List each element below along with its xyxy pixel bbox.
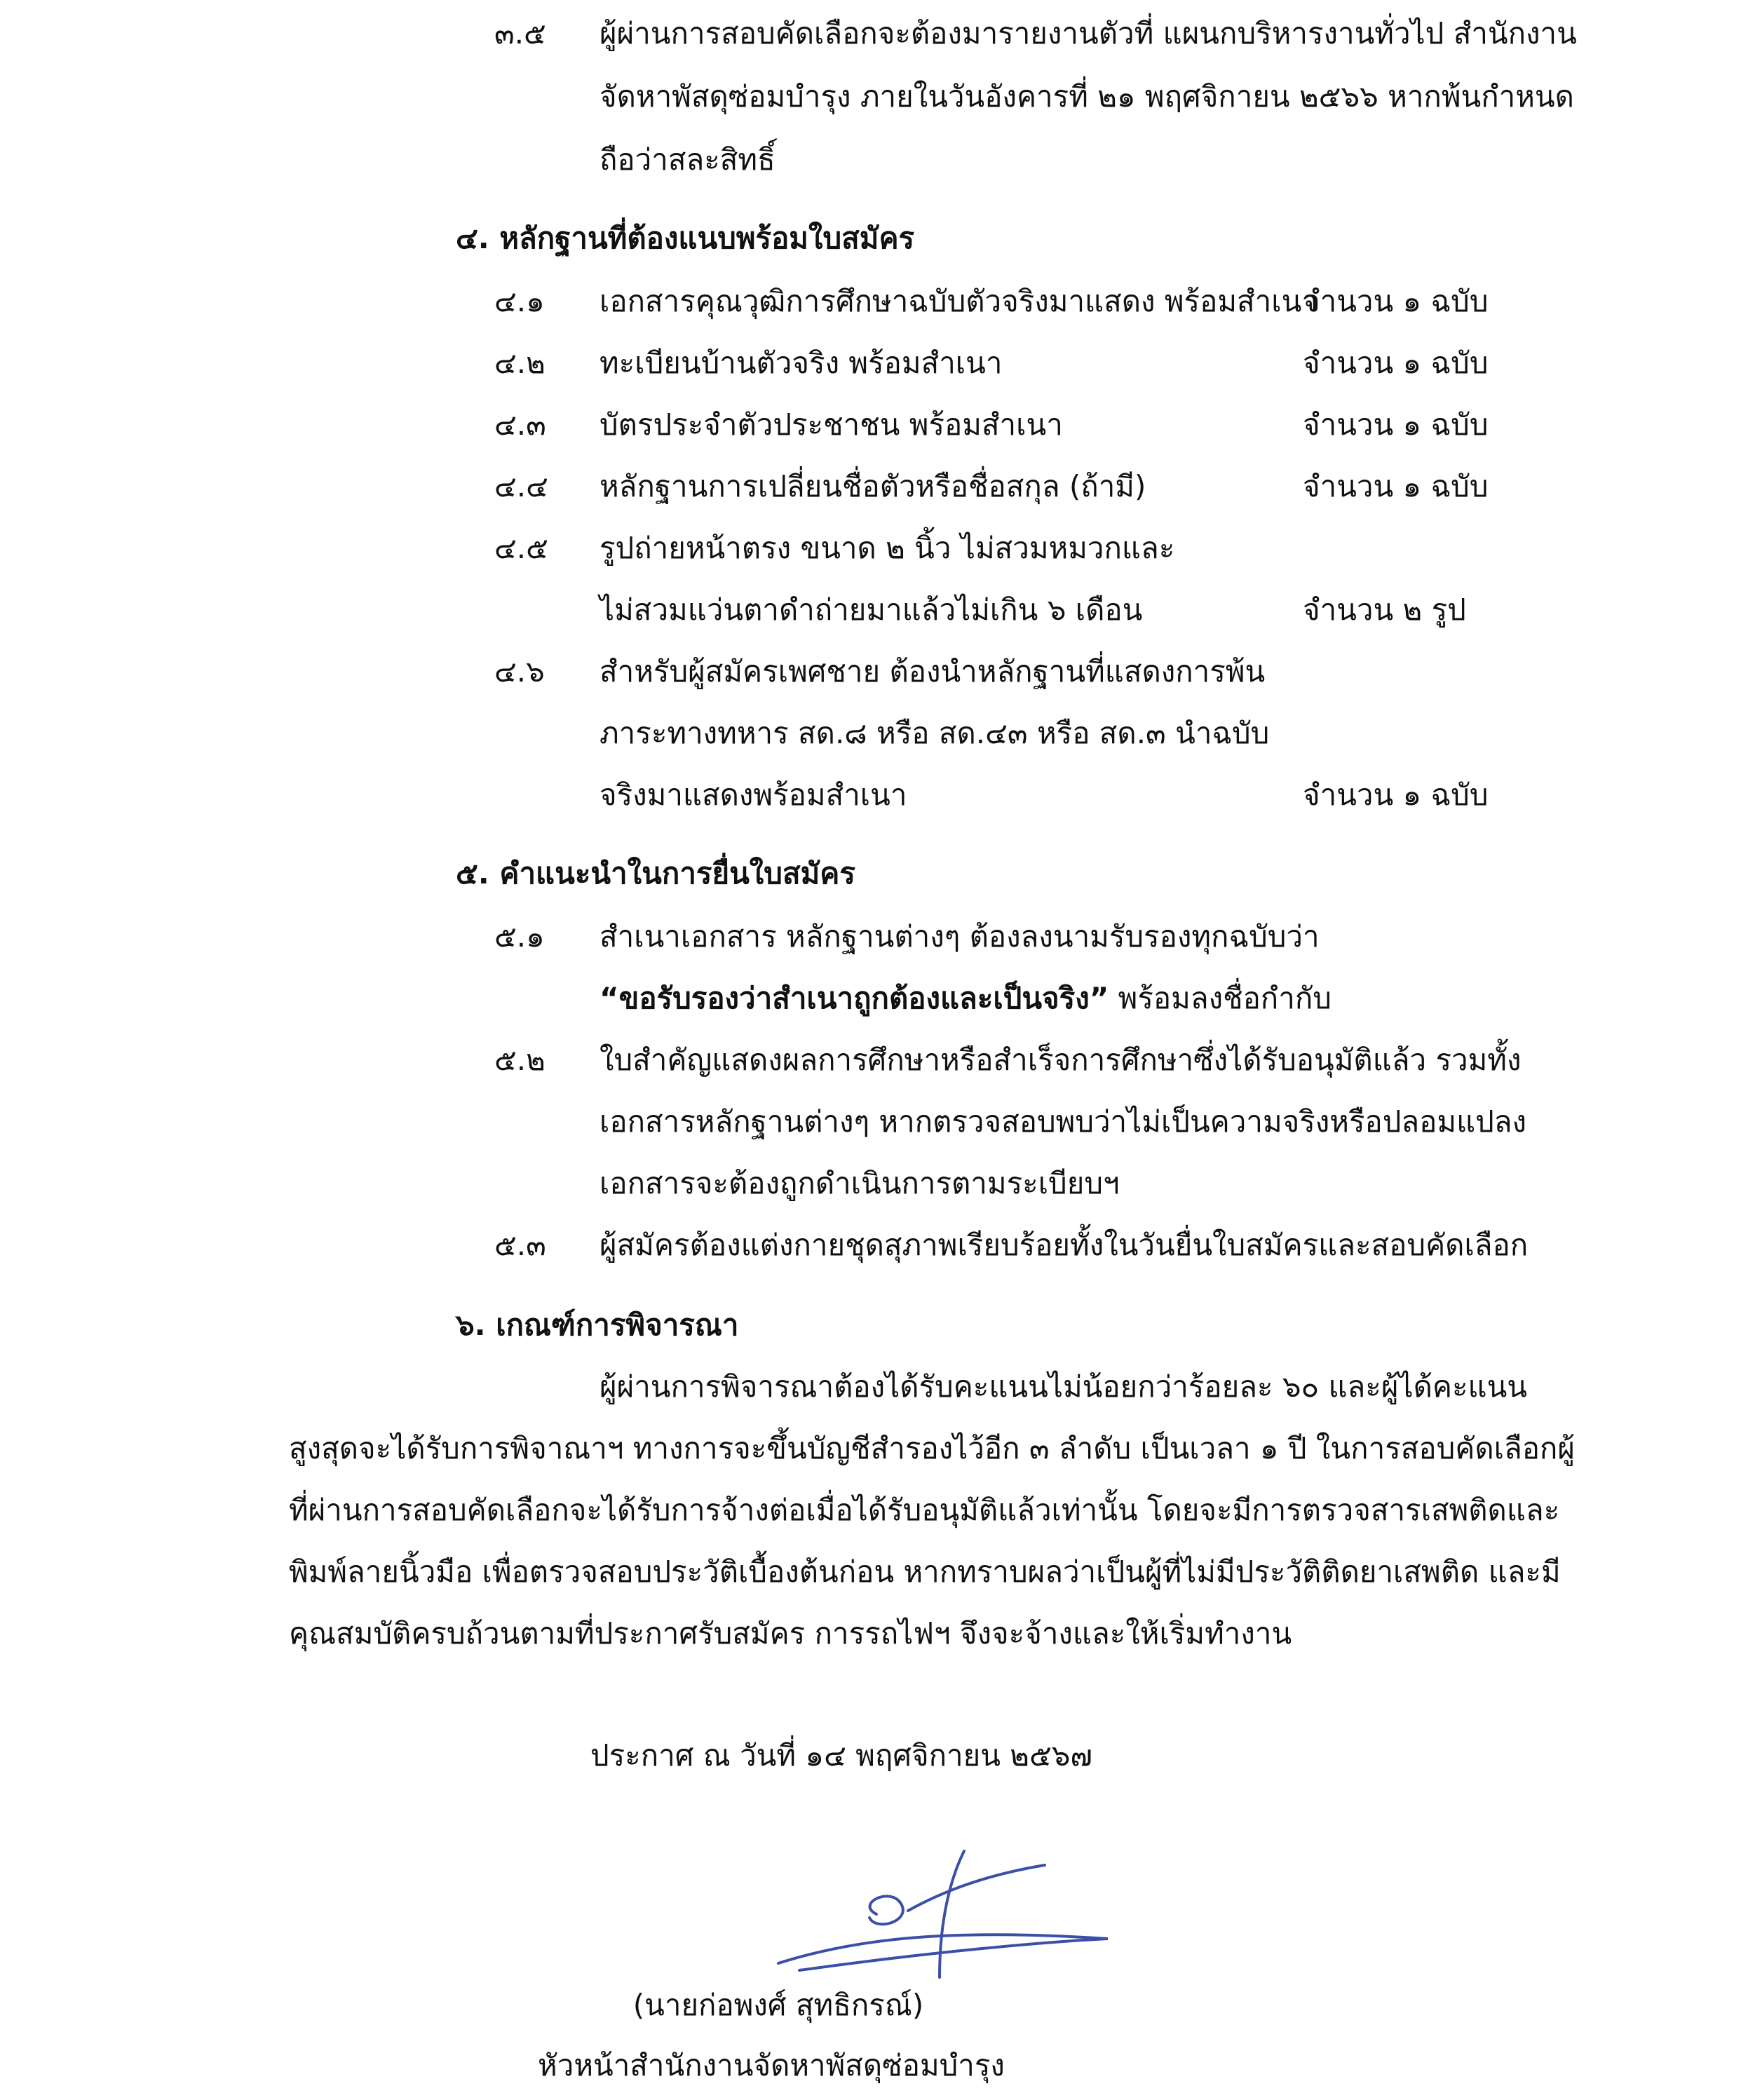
signature-stroke-underline	[778, 1935, 1108, 1970]
item-number-4-3: ๔.๓	[494, 407, 546, 442]
signer-name: (นายก่อพงศ์ สุทธิกรณ์)	[632, 1988, 924, 2022]
item-number-5-1: ๕.๑	[494, 919, 545, 954]
item-4-6-text-3: จริงมาแสดงพร้อมสำเนา	[599, 778, 907, 812]
item-5-2-line-3: เอกสารจะต้องถูกดำเนินการตามระเบียบฯ	[599, 1166, 1120, 1200]
item-number-5-3: ๕.๓	[494, 1228, 546, 1262]
item-3-5-line-2: จัดหาพัสดุซ่อมบำรุง ภายในวันอังคารที่ ๒๑ พฤศจิกายน ๒๕๖๖ หากพ้นกำหนด	[599, 79, 1574, 114]
item-5-3-text: ผู้สมัครต้องแต่งกายชุดสุภาพเรียบร้อยทั้งในวันยื่นใบสมัครและสอบคัดเลือก	[599, 1228, 1529, 1262]
signature-stroke-vertical	[940, 1851, 964, 1977]
item-4-4-text: หลักฐานการเปลี่ยนชื่อตัวหรือชื่อสกุล (ถ้ามี)	[599, 469, 1146, 503]
item-4-2-text: ทะเบียนบ้านตัวจริง พร้อมสำเนา	[599, 346, 1003, 380]
signature-image	[771, 1837, 1122, 1984]
item-3-5-line-1: ผู้ผ่านการสอบคัดเลือกจะต้องมารายงานตัวที่ แผนกบริหารงานทั่วไป สำนักงาน	[599, 16, 1577, 50]
item-number-4-6: ๔.๖	[494, 654, 545, 689]
item-4-3-qty: จำนวน ๑ ฉบับ	[1303, 407, 1489, 442]
item-3-5-line-3: ถือว่าสละสิทธิ์	[599, 142, 775, 177]
item-4-2-qty: จำนวน ๑ ฉบับ	[1303, 346, 1489, 380]
item-4-5-text-2: ไม่สวมแว่นตาดำถ่ายมาแล้วไม่เกิน ๖ เดือน	[599, 592, 1143, 627]
item-4-6-text-2: ภาระทางทหาร สด.๘ หรือ สด.๔๓ หรือ สด.๓ นำฉบับ	[599, 716, 1270, 750]
item-4-1-text: เอกสารคุณวุฒิการศึกษาฉบับตัวจริงมาแสดง พร้อมสำเนา	[599, 284, 1318, 318]
item-number-5-2: ๕.๒	[494, 1043, 546, 1077]
announcement-date: ประกาศ ณ วันที่ ๑๔ พฤศจิกายน ๒๕๖๗	[590, 1738, 1093, 1773]
item-5-1-line-2	[599, 977, 1332, 1019]
section-6-heading: ๖. เกณฑ์การพิจารณา	[456, 1308, 739, 1342]
section-4-heading: ๔. หลักฐานที่ต้องแนบพร้อมใบสมัคร	[456, 221, 915, 255]
item-4-5-text: รูปถ่ายหน้าตรง ขนาด ๒ นิ้ว ไม่สวมหมวกและ	[599, 531, 1175, 565]
item-5-2-line-1: ใบสำคัญแสดงผลการศึกษาหรือสำเร็จการศึกษาซึ่งได้รับอนุมัติแล้ว รวมทั้ง	[599, 1043, 1522, 1077]
item-4-1-qty: จำนวน ๑ ฉบับ	[1303, 284, 1489, 318]
item-number-4-4: ๔.๔	[494, 469, 548, 503]
signature-stroke-diagonal	[908, 1865, 1045, 1911]
section-6-line-2: สูงสุดจะได้รับการพิจาณาฯ ทางการจะขึ้นบัญชีสำรองไว้อีก ๓ ลำดับ เป็นเวลา ๑ ปี ในการสอบคัดเลือกผู้	[289, 1431, 1575, 1465]
item-4-3-text: บัตรประจำตัวประชาชน พร้อมสำเนา	[599, 407, 1063, 442]
section-6-line-3: ที่ผ่านการสอบคัดเลือกจะได้รับการจ้างต่อเมื่อได้รับอนุมัติแล้วเท่านั้น โดยจะมีการตรวจสารเสพติดและ	[289, 1493, 1560, 1527]
section-6-line-1: ผู้ผ่านการพิจารณาต้องได้รับคะแนนไม่น้อยกว่าร้อยละ ๖๐ และผู้ได้คะแนน	[599, 1369, 1527, 1404]
section-6-line-5: คุณสมบัติครบถ้วนตามที่ประกาศรับสมัคร การรถไฟฯ จึงจะจ้างและให้เริ่มทำงาน	[289, 1616, 1292, 1651]
signature-stroke-loop	[869, 1896, 903, 1924]
item-5-1-line-2-rest: พร้อมลงชื่อกำกับ	[1109, 981, 1332, 1015]
item-5-1-line-1: สำเนาเอกสาร หลักฐานต่างๆ ต้องลงนามรับรองทุกฉบับว่า	[599, 919, 1320, 954]
item-number-4-1: ๔.๑	[494, 284, 545, 318]
item-4-5-qty: จำนวน ๒ รูป	[1303, 592, 1466, 627]
item-5-2-line-2: เอกสารหลักฐานต่างๆ หากตรวจสอบพบว่าไม่เป็นความจริงหรือปลอมแปลง	[599, 1104, 1527, 1139]
signer-title: หัวหน้าสำนักงานจัดหาพัสดุซ่อมบำรุง	[538, 2048, 1005, 2082]
item-4-4-qty: จำนวน ๑ ฉบับ	[1303, 469, 1489, 503]
item-4-6-qty: จำนวน ๑ ฉบับ	[1303, 778, 1489, 812]
section-6-line-4: พิมพ์ลายนิ้วมือ เพื่อตรวจสอบประวัติเบื้องต้นก่อน หากทราบผลว่าเป็นผู้ที่ไม่มีประวัติติดยาเสพติด และมี	[289, 1554, 1561, 1589]
item-number-4-2: ๔.๒	[494, 346, 546, 380]
item-4-6-text: สำหรับผู้สมัครเพศชาย ต้องนำหลักฐานที่แสดงการพ้น	[599, 654, 1266, 689]
item-number-4-5: ๔.๕	[494, 531, 548, 565]
item-number-3-5: ๓.๕	[494, 16, 546, 50]
section-5-heading: ๕. คำแนะนำในการยื่นใบสมัคร	[456, 856, 855, 890]
certification-quote: “ขอรับรองว่าสำเนาถูกต้องและเป็นจริง”	[599, 981, 1109, 1015]
